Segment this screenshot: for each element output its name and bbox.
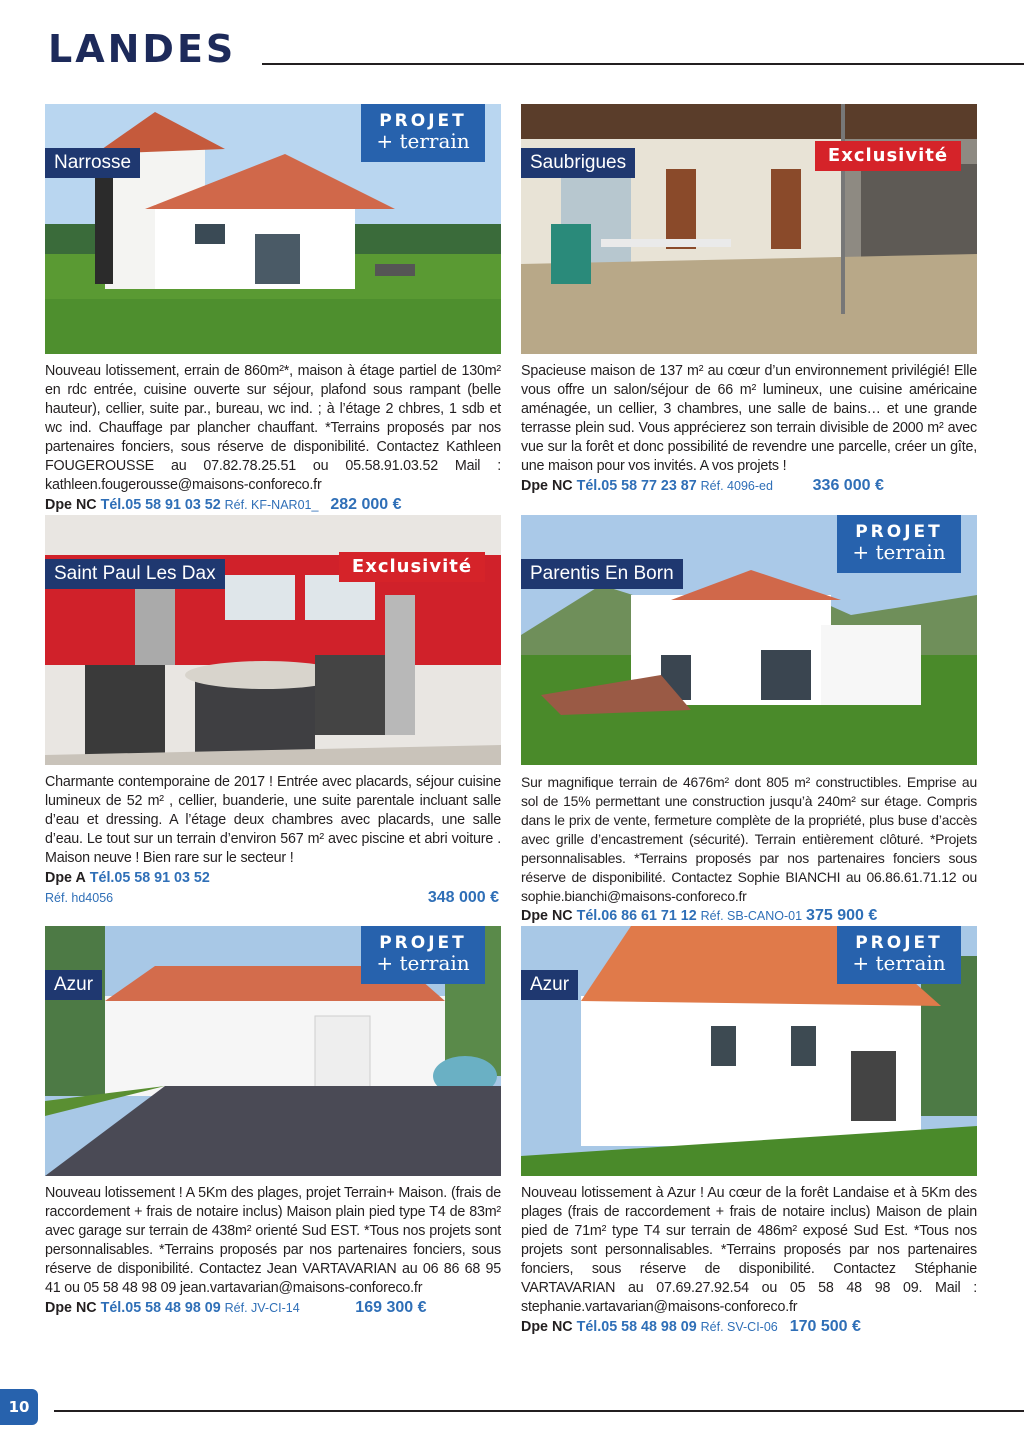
phone-link[interactable]: Tél.05 58 48 98 09 — [100, 1300, 221, 1316]
phone-link[interactable]: Tél.05 58 91 03 52 — [89, 870, 210, 886]
projet-terrain-badge: PROJET + terrain — [837, 515, 961, 573]
location-label: Azur — [45, 970, 102, 1000]
projet-terrain-badge: PROJET + terrain — [361, 104, 485, 162]
listing-footer — [45, 1298, 501, 1318]
location-label: Azur — [521, 970, 578, 1000]
dpe-rating: Dpe NC — [45, 1300, 97, 1316]
location-label: Saubrigues — [521, 148, 635, 178]
reference: Réf. JV-CI-14 — [224, 1301, 300, 1315]
listing-footer — [45, 495, 501, 515]
location-label: Narrosse — [45, 148, 140, 178]
listing-description: Nouveau lotissement ! A 5Km des plages, projet Terrain+ Maison. (frais de raccordement + frais de notaire inclus) Maison plain pied type T4 de 83m² avec garage sur terrain de 438m² orienté Sud EST. *Tous nos projets sont personnalisables. *Terrains proposés par nos partenaires fonciers, sous réserve de disponibilité. Contactez Jean VARTAVARIAN au 06 86 68 95 41 ou 05 58 48 98 09 jean.vartavarian@maisons-conforeco.fr — [45, 1185, 501, 1296]
phone-link[interactable]: Tél.05 58 77 23 87 — [576, 478, 697, 494]
header-divider — [262, 63, 1024, 65]
listing-photo — [521, 515, 977, 765]
dpe-rating: Dpe NC — [521, 908, 573, 924]
listing-footer — [521, 1317, 977, 1337]
listing-description: Spacieuse maison de 137 m² au cœur d’un environnement privilégié! Elle vous offre un salon/séjour de 66 m² lumineux, une cuisine américaine aménagée, un cellier, 3 chambres, une salle de bains… et une grande terrasse plein sud. Vous apprécierez son terrain divisible de 2000 m² avec vue sur la forêt et donc possibilité de revendre une parcelle, créer un gîte, une maison pour vos invités. A vos projets ! — [521, 363, 977, 474]
phone-link[interactable]: Tél.05 58 48 98 09 — [576, 1319, 697, 1335]
reference: Réf. SV-CI-06 — [700, 1320, 778, 1334]
listing-photo — [521, 104, 977, 354]
exclusivite-badge: Exclusivité — [815, 141, 961, 171]
dpe-rating: Dpe NC — [521, 478, 573, 494]
phone-link[interactable]: Tél.05 58 91 03 52 — [100, 497, 221, 513]
price: 282 000 € — [330, 496, 402, 513]
listing-footer — [45, 868, 501, 888]
reference: Réf. 4096-ed — [700, 479, 773, 493]
price: 375 900 € — [806, 907, 878, 924]
listing-description: Sur magnifique terrain de 4676m² dont 805 m² constructibles. Emprise au sol de 15% permettant une construction jusqu’à 240m² sur étage. Compris dans le prix de vente, fermeture complète de la propriété, plus buse d’accès avec grille d’encastrement (sécurité). Terrain entièrement clôturé. *Projets personnalisables. *Terrains proposés par nos partenaires fonciers sous réserve de disponibilité. Contactez Sophie BIANCHI au 06.86.61.71.12 ou sophie.bianchi@maisons-conforeco.fr — [521, 774, 977, 904]
price: 348 000 € — [427, 889, 499, 906]
phone-link[interactable]: Tél.06 86 61 71 12 — [576, 908, 697, 924]
projet-terrain-badge: PROJET + terrain — [837, 926, 961, 984]
footer-divider — [54, 1410, 1024, 1412]
location-label: Saint Paul Les Dax — [45, 559, 225, 589]
listing-card[interactable] — [45, 926, 501, 1318]
reference: Réf. KF-NAR01_ — [224, 498, 319, 512]
listing-photo — [521, 926, 977, 1176]
reference: Réf. SB-CANO-01 — [700, 909, 803, 923]
listing-card[interactable] — [521, 104, 977, 496]
listing-card[interactable] — [45, 104, 501, 515]
listing-photo — [45, 926, 501, 1176]
listing-description: Nouveau lotissement, errain de 860m²*, maison à étage partiel de 130m² en rdc entrée, cuisine ouverte sur séjour, plafond sous rampant (belle hauteur), cellier, suite par., bureau, wc ind. ; à l’étage 2 chbres, 1 sdb et wc ind. Chauffage par plancher chauffant. *Terrains proposés par nos partenaires fonciers, sous réserve de disponibilité. Contactez Kathleen FOUGEROUSSE au 07.82.78.25.51 ou 05.58.91.03.52 Mail : kathleen.fougerousse@maisons-conforeco.fr — [45, 363, 501, 493]
page-title: LANDES — [48, 27, 237, 71]
listing-footer-2 — [45, 888, 501, 908]
listing-footer — [521, 476, 977, 496]
page-number: 10 — [0, 1389, 38, 1425]
listing-card[interactable] — [521, 515, 977, 926]
location-label: Parentis En Born — [521, 559, 683, 589]
exclusivite-badge: Exclusivité — [339, 552, 485, 582]
dpe-rating: Dpe NC — [521, 1319, 573, 1335]
listing-photo — [45, 515, 501, 765]
listing-description: Charmante contemporaine de 2017 ! Entrée avec placards, séjour cuisine lumineux de 52 m² , cellier, buanderie, une suite parentale incluant salle d’eau et dressing. A l’étage deux chambres avec placards, une salle d’eau. Le tout sur un terrain d’environ 567 m² avec piscine et abri voiture . Maison neuve ! Bien rare sur le secteur ! — [45, 774, 501, 866]
reference: Réf. hd4056 — [45, 891, 114, 905]
listing-photo — [45, 104, 501, 354]
dpe-rating: Dpe A — [45, 870, 86, 886]
price: 169 300 € — [355, 1299, 427, 1316]
listing-card[interactable] — [45, 515, 501, 908]
listing-card[interactable] — [521, 926, 977, 1337]
dpe-rating: Dpe NC — [45, 497, 97, 513]
listing-description: Nouveau lotissement à Azur ! Au cœur de la forêt Landaise et à 5Km des plages (frais de raccordement + frais de notaire inclus) Maison de plain pied de 71m² type T4 sur terrain de 486m² exposé Sud Est. *Tous nos projets sont personnalisables. *Terrains proposés par nos partenaires fonciers, sous réserve de disponibilité. Contactez Stéphanie VARTAVARIAN au 07.69.27.92.54 ou 05 58 48 98 09. Mail : stephanie.vartavarian@maisons-conforeco.fr — [521, 1185, 977, 1315]
price: 170 500 € — [789, 1318, 861, 1335]
listing-footer — [521, 906, 977, 926]
price: 336 000 € — [812, 477, 884, 494]
projet-terrain-badge: PROJET + terrain — [361, 926, 485, 984]
